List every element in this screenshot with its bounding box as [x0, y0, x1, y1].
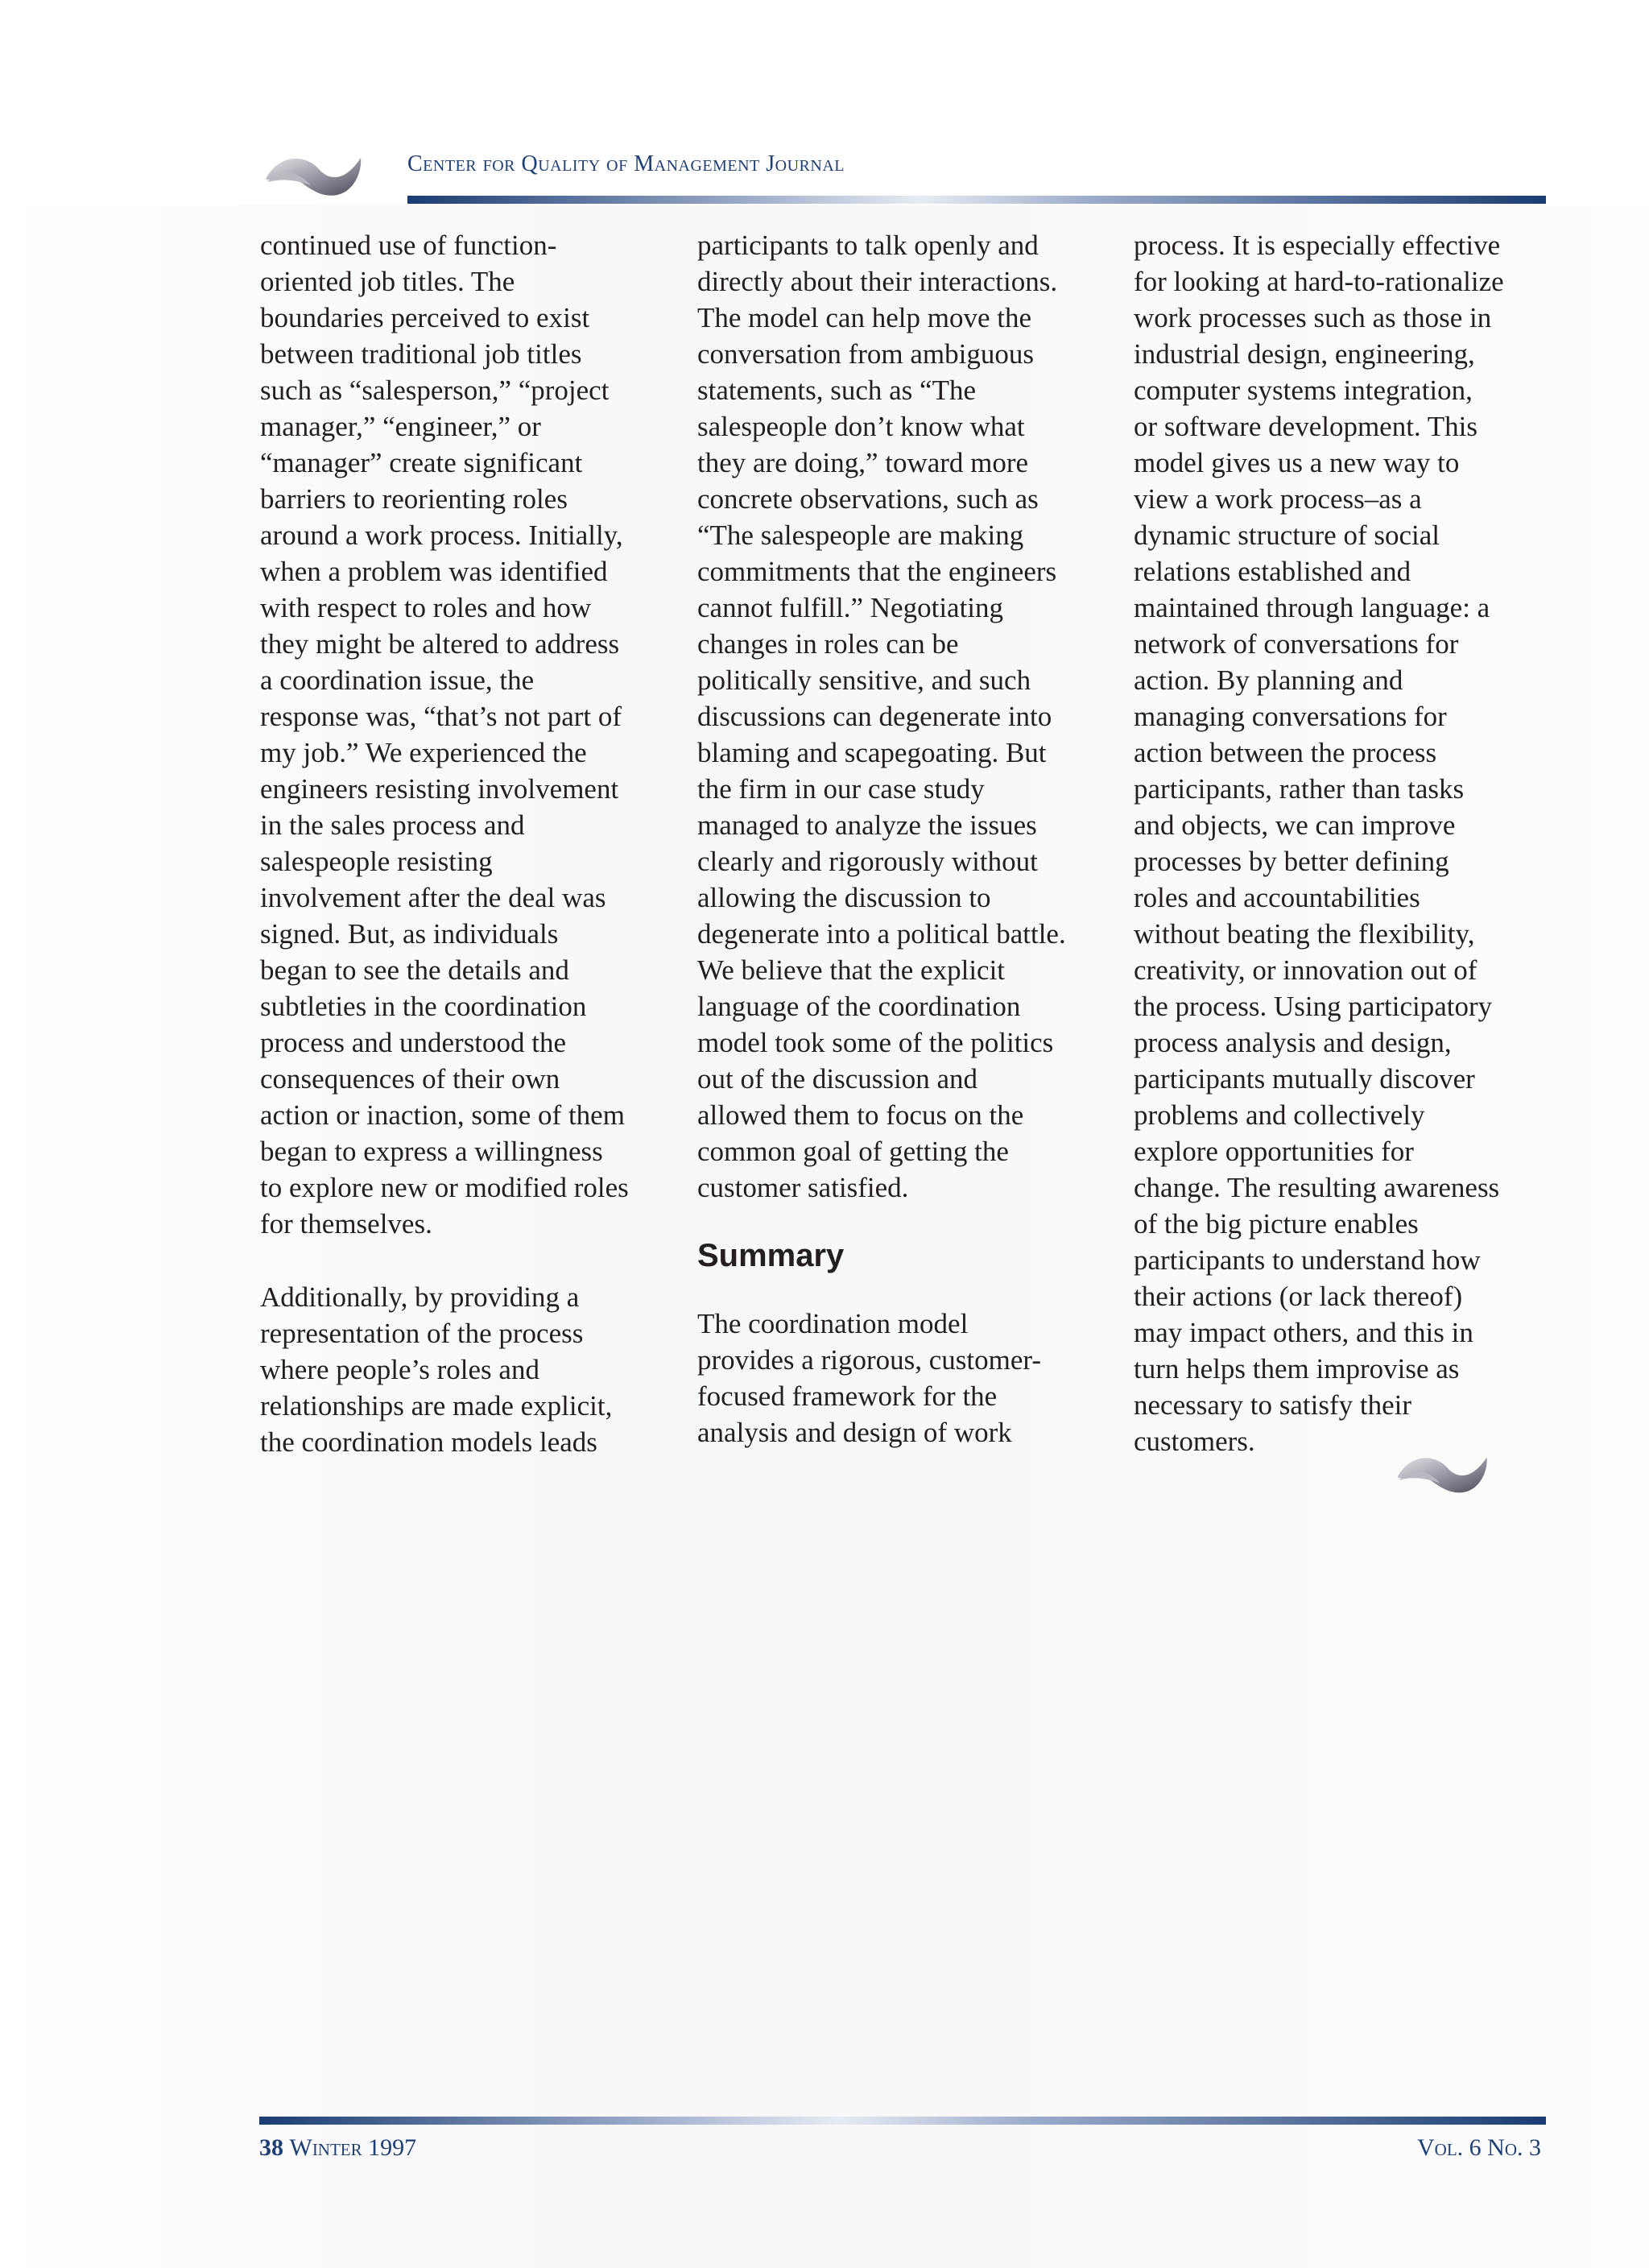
body-paragraph: Additionally, by providing a representation of the process where people’s roles and relationships are made explicit, the coordination models leads: [260, 1281, 613, 1458]
footer-left: [259, 2134, 416, 2162]
text-column-1: [260, 227, 687, 1460]
text-column-2: [697, 227, 1124, 1451]
body-paragraph: continued use of function- oriented job titles. The boundaries perceived to exist between traditional job titles such as “salesperson,” “project manager,” “engineer,” or “manager” create significant barriers to reorienting roles around a work process. Initially, when a problem was identified with respect to roles and how they might be altered to address a coordination issue, the response was, “that’s not part of my job.” We experienced the engineers resisting involvement in the sales process and salespeople resisting involvement after the deal was signed. But, as individuals began to see the details and subtleties in the coordination process and understood the consequences of their own action or inaction, some of them began to express a willingness to explore new or modified roles for themselves.: [260, 230, 629, 1240]
body-paragraph: The coordination model provides a rigorous, customer- focused framework for the analysis and design of work: [697, 1308, 1041, 1448]
body-paragraph: process. It is especially effective for looking at hard-to-rationalize work processes such as those in industrial design, engineering, computer systems integration, or software development. This model gives us a new way to view a work process–as a dynamic structure of social relations established and maintained through language: a network of conversations for action. By planning and managing conversations for action between the process participants, rather than tasks and objects, we can improve processes by better defining roles and accountabilities without beating the flexibility, creativity, or innovation out of the process. Using participatory process analysis and design, participants mutually discover problems and collectively explore opportunities for change. The resulting awareness of the big picture enables participants to understand how their actions (or lack thereof) may impact others, and this in turn helps them improvise as necessary to satisfy their customers.: [1134, 230, 1504, 1457]
volume-info: Vol. 6 No. 3: [1417, 2134, 1541, 2161]
body-paragraph: participants to talk openly and directly about their interactions. The model can help move the conversation from ambiguous statements, such as “The salespeople don’t know what they are doing,” toward more concrete observations, such as “The salespeople are making commitments that the engineers cannot fulfill.” Negotiating changes in roles can be politically sensitive, and such discussions can degenerate into blaming and scapegoating. But the firm in our case study managed to analyze the issues clearly and rigorously without allowing the discussion to degenerate into a political battle. We believe that the explicit language of the coordination model took some of the politics out of the discussion and allowed them to focus on the common goal of getting the customer satisfied.: [697, 230, 1066, 1203]
text-column-3: [1134, 227, 1552, 1459]
page-number: 38: [259, 2134, 283, 2161]
issue-date: Winter 1997: [289, 2134, 417, 2161]
journal-title: Center for Quality of Management Journal: [407, 151, 845, 176]
section-heading-summary: Summary: [697, 1238, 845, 1273]
footer-rule: [259, 2117, 1546, 2125]
end-mark-icon: [1393, 1450, 1493, 1500]
header-rule: [407, 196, 1546, 204]
journal-logo-icon: [262, 150, 366, 203]
